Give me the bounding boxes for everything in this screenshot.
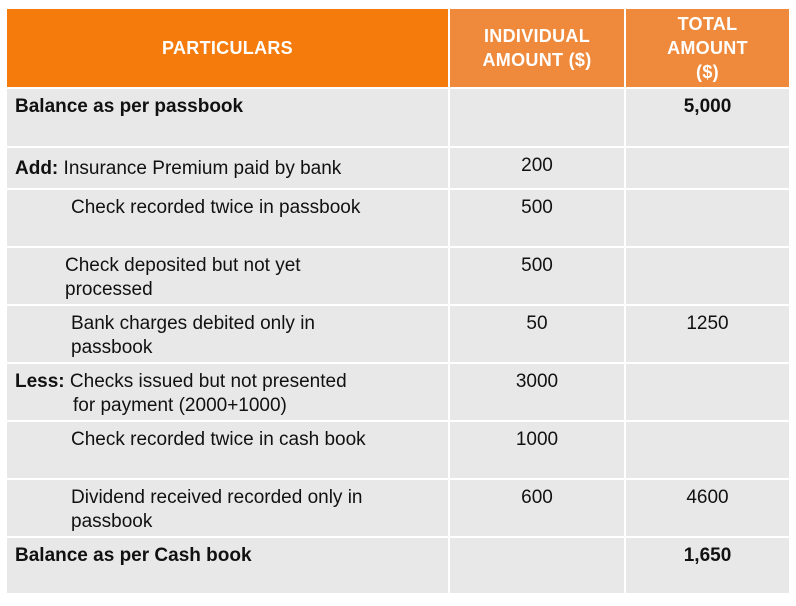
row-individual [449, 537, 625, 594]
row-individual: 500 [449, 247, 625, 305]
header-total-amount [625, 8, 790, 88]
row-individual: 500 [449, 189, 625, 247]
header-individual-amount-text: INDIVIDUAL AMOUNT ($) [482, 26, 592, 70]
header-row [6, 8, 790, 88]
row-total: 4600 [625, 479, 790, 537]
row-total [625, 189, 790, 247]
row-total [625, 247, 790, 305]
reconciliation-table-container [5, 7, 789, 595]
row-total: 1250 [625, 305, 790, 363]
row-label-continued: for payment (2000+1000) [73, 395, 287, 416]
row-total [625, 363, 790, 421]
table-row [6, 189, 790, 247]
table-row [6, 147, 790, 189]
row-label: Balance as per passbook [6, 88, 449, 147]
row-label-cell [6, 363, 449, 421]
row-individual [449, 88, 625, 147]
row-label: Balance as per Cash book [6, 537, 449, 594]
row-label-cell [6, 147, 449, 189]
row-total: 5,000 [625, 88, 790, 147]
row-individual: 3000 [449, 363, 625, 421]
row-label: Dividend received recorded only in passbook [6, 479, 449, 537]
row-prefix: Less: [15, 371, 65, 392]
row-individual: 1000 [449, 421, 625, 479]
row-label: Check recorded twice in passbook [6, 189, 449, 247]
row-label: Check deposited but not yet processed [6, 247, 449, 305]
table-row [6, 247, 790, 305]
row-individual: 600 [449, 479, 625, 537]
table-row [6, 363, 790, 421]
row-label: Checks issued but not presented [69, 371, 347, 392]
table-row [6, 421, 790, 479]
header-total-amount-text: TOTAL AMOUNT ($) [667, 14, 748, 82]
table-row [6, 88, 790, 147]
header-particulars: PARTICULARS [6, 8, 449, 88]
row-prefix: Add: [15, 158, 59, 179]
table-row [6, 537, 790, 594]
row-total: 1,650 [625, 537, 790, 594]
table-row [6, 479, 790, 537]
row-individual: 200 [449, 147, 625, 189]
row-individual: 50 [449, 305, 625, 363]
row-total [625, 421, 790, 479]
row-total [625, 147, 790, 189]
row-label: Bank charges debited only in passbook [6, 305, 449, 363]
row-label: Check recorded twice in cash book [6, 421, 449, 479]
row-label: Insurance Premium paid by bank [63, 158, 342, 179]
table-row [6, 305, 790, 363]
header-individual-amount [449, 8, 625, 88]
bank-reconciliation-table [5, 7, 791, 595]
